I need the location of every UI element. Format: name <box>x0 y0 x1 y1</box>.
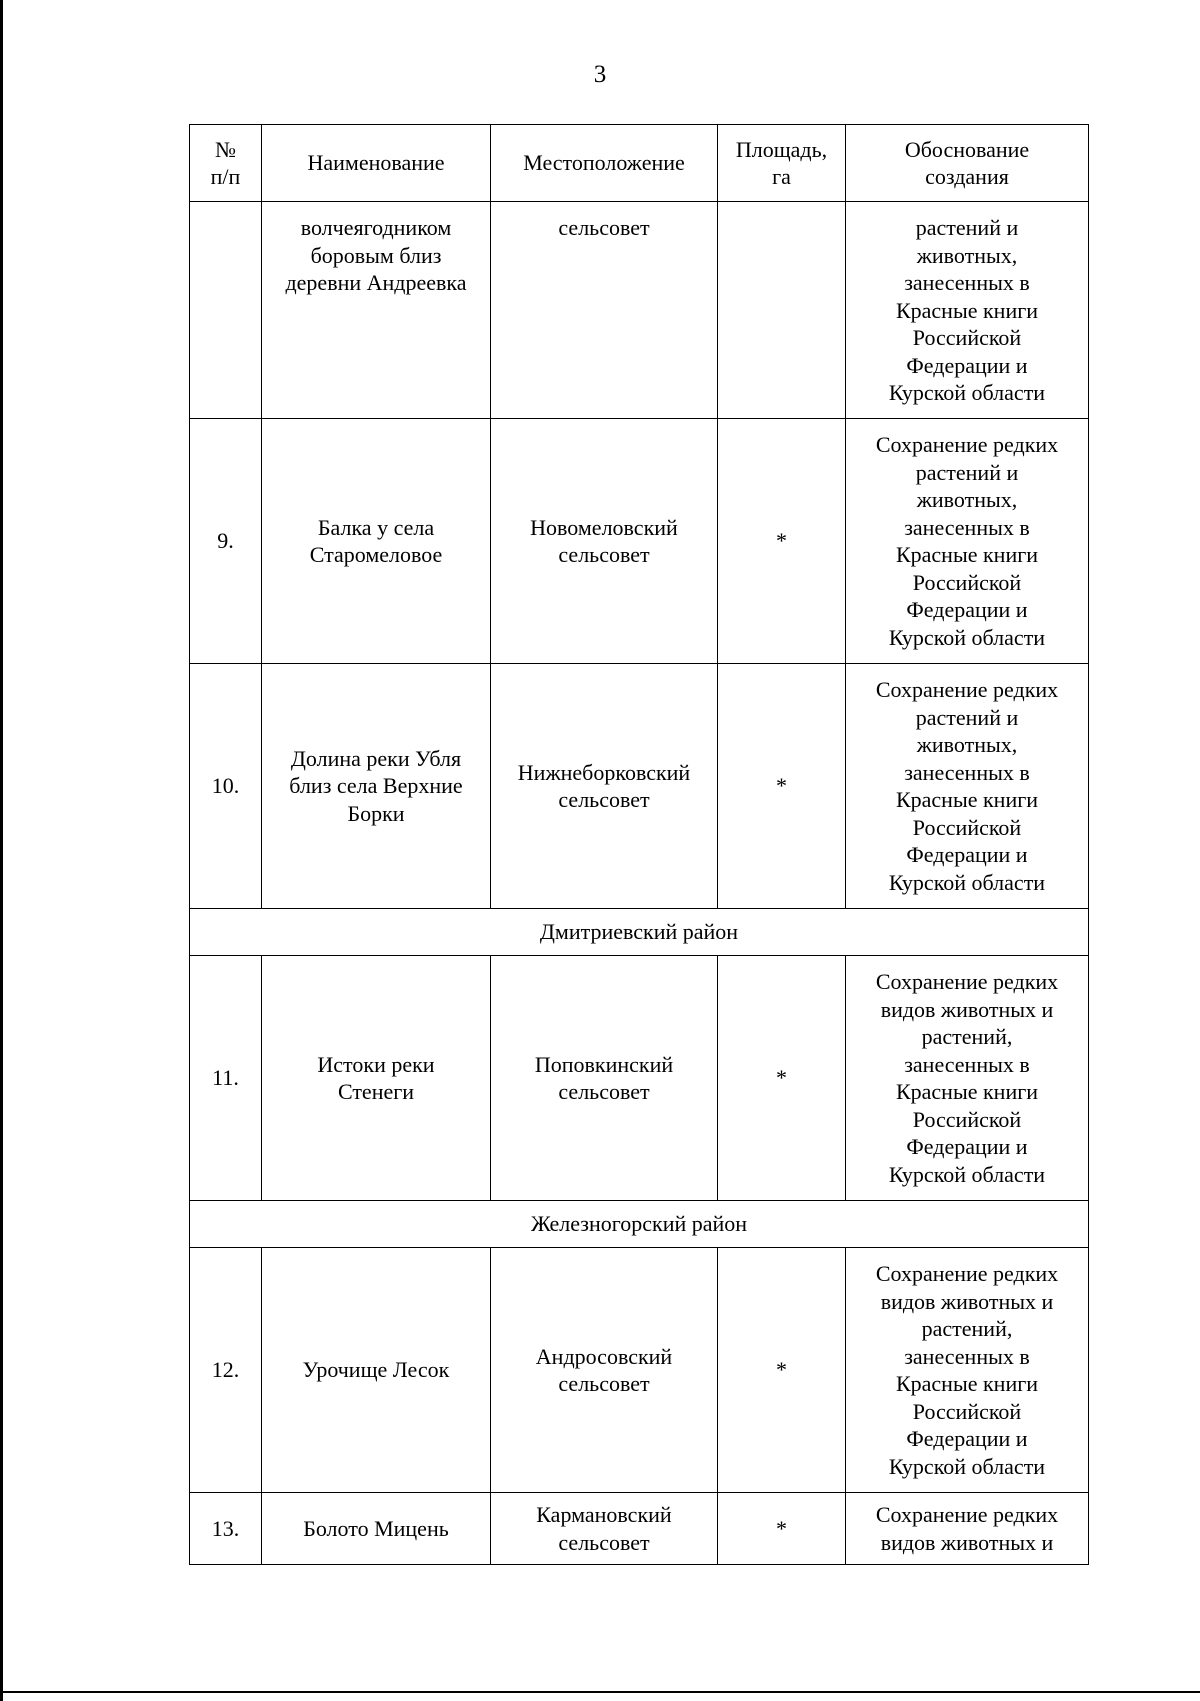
cell-name: Болото Мицень <box>262 1493 491 1565</box>
cell-name: Балка у села Старомеловое <box>262 419 491 664</box>
cell-name: Истоки реки Стенеги <box>262 956 491 1201</box>
table-row <box>190 1248 1089 1493</box>
header-num: № п/п <box>190 125 262 202</box>
cell-basis: Сохранение редких растений и животных, занесенных в Красные книги Российской Федерации и Курской области <box>846 419 1089 664</box>
scan-edge-bottom <box>0 1691 1200 1693</box>
table-row-continued <box>190 202 1089 419</box>
header-basis: Обоснование создания <box>846 125 1089 202</box>
cell-location: Андросовский сельсовет <box>491 1248 718 1493</box>
cell-location: Нижнеборковский сельсовет <box>491 664 718 909</box>
protected-areas-table <box>189 124 1089 1565</box>
table-row <box>190 1493 1089 1565</box>
cell-location: Поповкинский сельсовет <box>491 956 718 1201</box>
region-title: Дмитриевский район <box>190 909 1089 956</box>
cell-basis: Сохранение редких видов животных и растений, занесенных в Красные книги Российской Федерации и Курской области <box>846 1248 1089 1493</box>
header-name: Наименование <box>262 125 491 202</box>
cell-num: 9. <box>190 419 262 664</box>
cell-num: 13. <box>190 1493 262 1565</box>
cell-basis: Сохранение редких растений и животных, занесенных в Красные книги Российской Федерации и Курской области <box>846 664 1089 909</box>
table-row <box>190 419 1089 664</box>
table-header-row <box>190 125 1089 202</box>
cell-name: волчеягодником боровым близ деревни Андреевка <box>262 202 491 419</box>
cell-basis: Сохранение редких видов животных и <box>846 1493 1089 1565</box>
table-row <box>190 664 1089 909</box>
cell-num: 11. <box>190 956 262 1201</box>
cell-location: Кармановский сельсовет <box>491 1493 718 1565</box>
cell-num: 12. <box>190 1248 262 1493</box>
cell-area: * <box>718 1493 846 1565</box>
cell-name: Урочище Лесок <box>262 1248 491 1493</box>
cell-area: * <box>718 419 846 664</box>
cell-area: * <box>718 1248 846 1493</box>
region-title: Железногорский район <box>190 1201 1089 1248</box>
cell-num <box>190 202 262 419</box>
scan-edge-left <box>0 0 3 1701</box>
page-number: 3 <box>593 61 607 88</box>
region-row <box>190 909 1089 956</box>
cell-area: * <box>718 664 846 909</box>
header-location: Местоположение <box>491 125 718 202</box>
table-row <box>190 956 1089 1201</box>
region-row <box>190 1201 1089 1248</box>
cell-name: Долина реки Убля близ села Верхние Борки <box>262 664 491 909</box>
cell-basis: Сохранение редких видов животных и растений, занесенных в Красные книги Российской Федерации и Курской области <box>846 956 1089 1201</box>
cell-basis: растений и животных, занесенных в Красные книги Российской Федерации и Курской области <box>846 202 1089 419</box>
cell-area <box>718 202 846 419</box>
cell-area: * <box>718 956 846 1201</box>
cell-location: Новомеловский сельсовет <box>491 419 718 664</box>
cell-location: сельсовет <box>491 202 718 419</box>
header-area: Площадь, га <box>718 125 846 202</box>
cell-num: 10. <box>190 664 262 909</box>
